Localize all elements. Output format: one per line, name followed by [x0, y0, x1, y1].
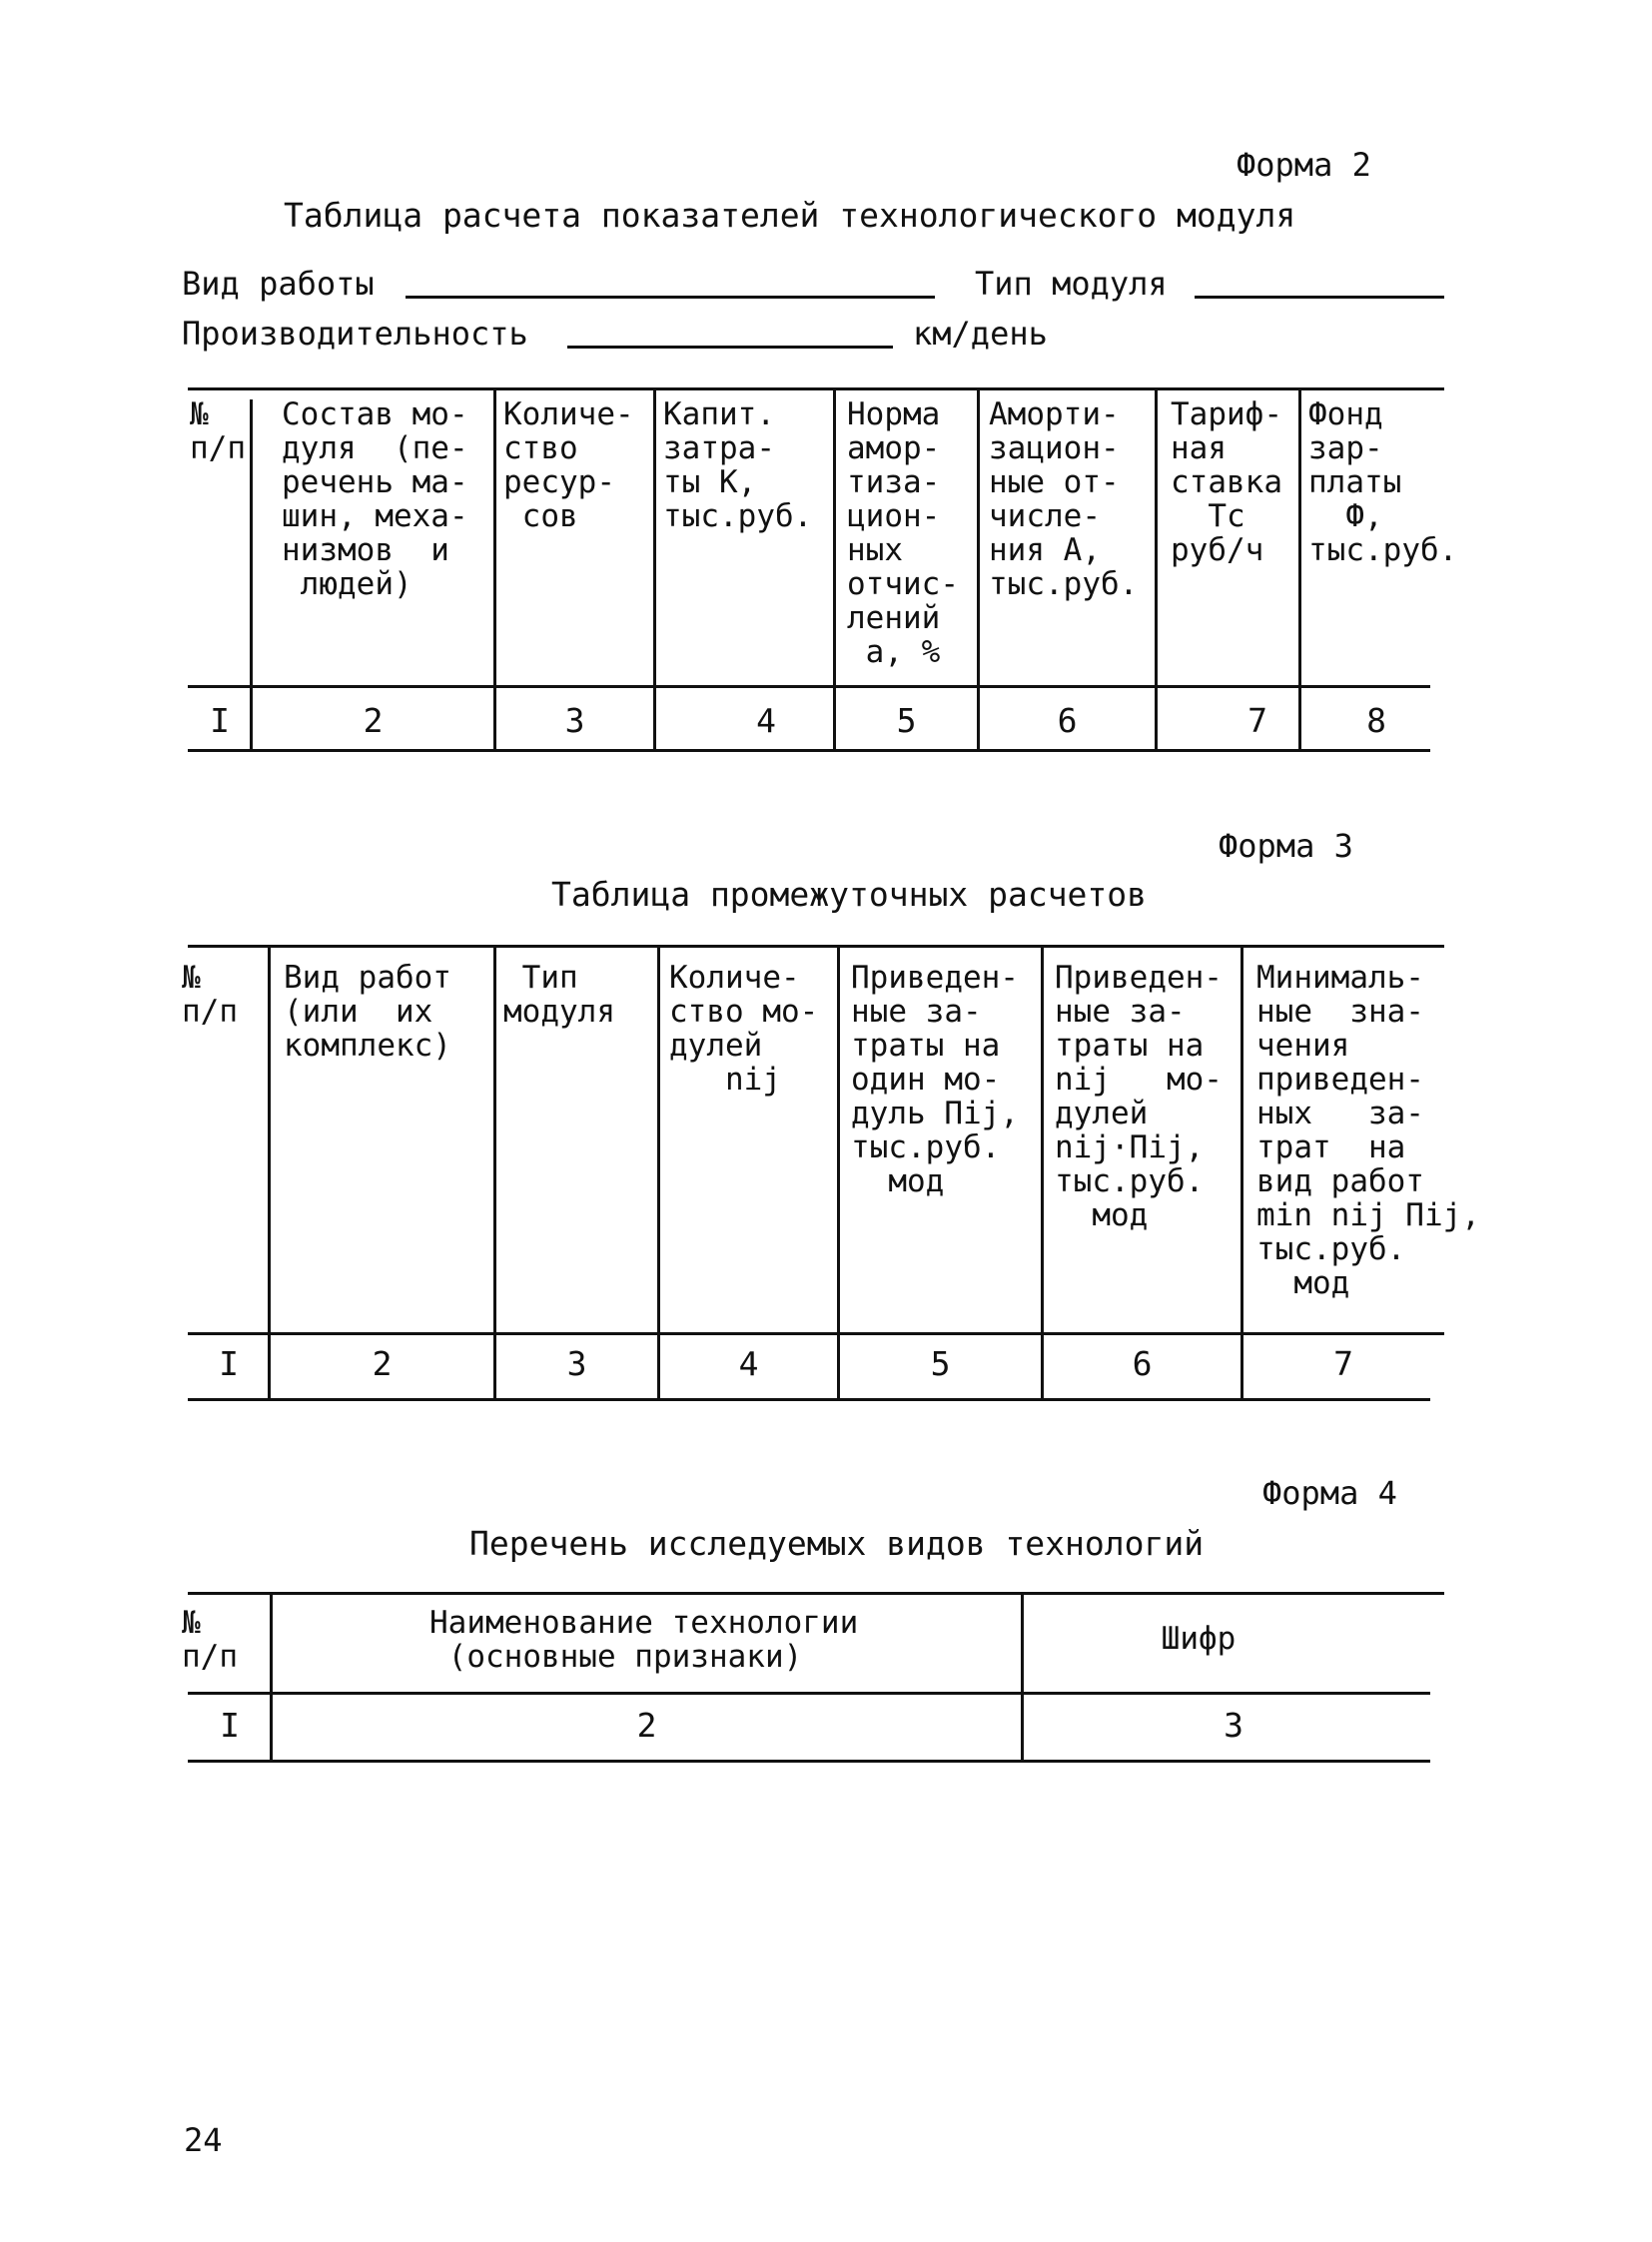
form3-col-2-header: Вид работ (или их комплекс): [284, 960, 451, 1064]
form2-col-5-header: Норма амор- тиза- цион- ных отчис- лений а, %: [847, 396, 959, 670]
form2-num-8: 8: [1366, 701, 1386, 740]
form2-num-4: 4: [756, 701, 776, 740]
form3-label: Форма 3: [1219, 827, 1353, 865]
form2-col-2-header: Состав мо- дуля (пе- речень ма- шин, меха- низмов и людей): [282, 396, 468, 602]
form2-num-7: 7: [1247, 701, 1267, 740]
form4-num-1: I: [220, 1706, 240, 1745]
field-productivity-label: Производительность: [182, 315, 528, 353]
form2-num-2: 2: [363, 701, 384, 740]
form4-num-2: 2: [636, 1706, 657, 1745]
form4-label: Форма 4: [1262, 1474, 1397, 1512]
field-productivity-unit: км/день: [913, 315, 1048, 353]
form4-col-2-header: Наименование технологии (основные признаки): [429, 1605, 859, 1675]
form4-num-3: 3: [1224, 1706, 1243, 1745]
form3-col-7-header: Минималь- ные зна- чения приведен- ных за- трат на вид работ min nij Пij, тыс.руб. мод: [1256, 960, 1480, 1301]
form4-col-1-header: № п/п: [182, 1605, 238, 1675]
form3-num-7: 7: [1333, 1344, 1353, 1383]
form3-title: Таблица промежуточных расчетов: [551, 875, 1148, 914]
form4-col-3-header: Шифр: [1161, 1621, 1237, 1657]
form4-title: Перечень исследуемых видов технологий: [469, 1524, 1205, 1563]
form3-num-5: 5: [930, 1344, 951, 1383]
form2-col-3-header: Количе- ство ресур- сов: [503, 396, 634, 534]
form2-col-1-header: № п/п: [190, 396, 246, 466]
page-number: 24: [184, 2121, 223, 2159]
form2-col-8-header: Фонд зар- платы Ф, тыс.руб.: [1308, 396, 1458, 568]
form2-title: Таблица расчета показателей технологического модуля: [284, 196, 1296, 235]
form3-col-5-header: Приведен- ные за- траты на один мо- дуль Пij, тыс.руб. мод: [851, 960, 1019, 1199]
form3-num-3: 3: [566, 1344, 587, 1383]
form2-col-7-header: Тариф- ная ставка Тс руб/ч: [1171, 396, 1282, 568]
form3-num-6: 6: [1132, 1344, 1153, 1383]
field-work-type-label: Вид работы: [182, 265, 375, 303]
form3-col-4-header: Количе- ство мо- дулей nij: [669, 960, 819, 1098]
form2-label: Форма 2: [1237, 146, 1371, 184]
form3-col-6-header: Приведен- ные за- траты на nij мо- дулей nij·Пij, тыс.руб. мод: [1055, 960, 1223, 1233]
form3-num-2: 2: [372, 1344, 393, 1383]
form2-col-6-header: Аморти- зацион- ные от- числе- ния А, тыс.руб.: [989, 396, 1139, 602]
form2-col-4-header: Капит. затра- ты К, тыс.руб.: [663, 396, 813, 534]
form3-col-1-header: № п/п: [182, 960, 238, 1030]
form3-col-3-header: Тип модуля: [503, 960, 615, 1030]
field-module-type-line: [1195, 296, 1444, 299]
form2-num-6: 6: [1057, 701, 1078, 740]
form2-num-5: 5: [896, 701, 917, 740]
form2-num-1: I: [210, 701, 230, 740]
form3-num-1: I: [219, 1344, 239, 1383]
form2-num-3: 3: [564, 701, 585, 740]
form3-num-4: 4: [738, 1344, 759, 1383]
field-productivity-line: [567, 346, 893, 349]
field-work-type-line: [406, 296, 935, 299]
field-module-type-label: Тип модуля: [975, 265, 1168, 303]
